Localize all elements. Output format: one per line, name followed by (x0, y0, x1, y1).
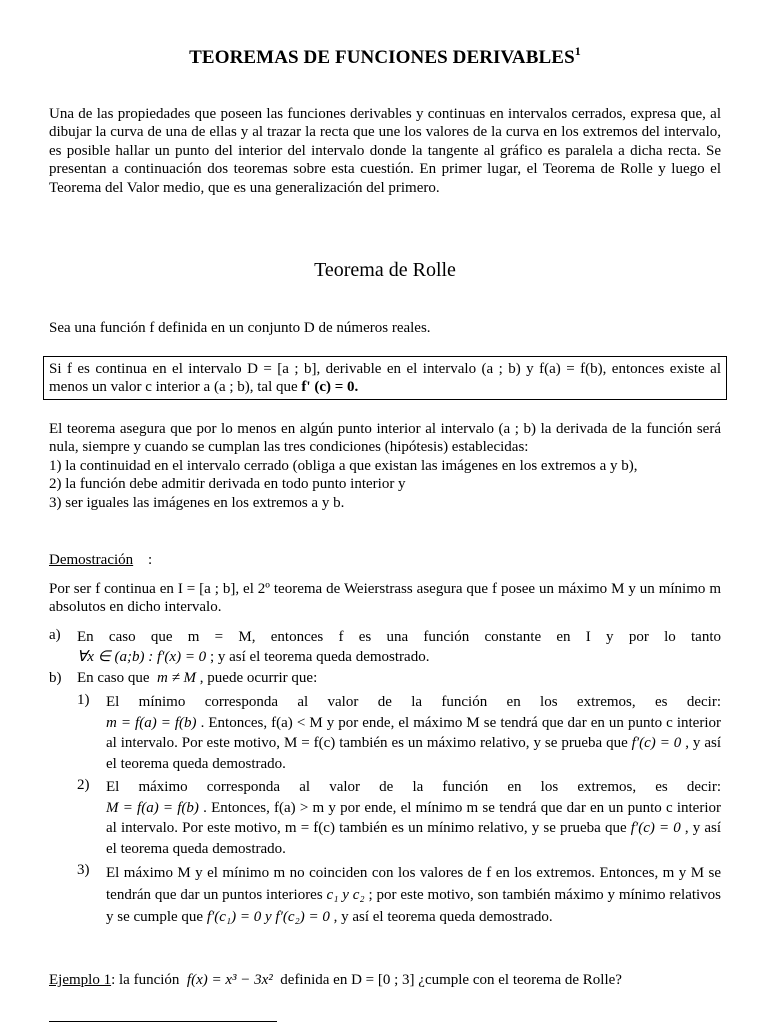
condition-1: 1) la continuidad en el intervalo cerrado (obliga a que existan las imágenes en los extremos a y b), (49, 457, 638, 474)
subcase-1-formula2: f′(c) = 0 (631, 735, 682, 751)
subcase-2-rest: . Entonces, f(a) > m y por ende, el mínimo m se tendrá que dar en un punto c interior al intervalo. Por este motivo, m = f(c) también es un mínimo relativo, y se prueba que (106, 799, 722, 836)
subcase-1-text (106, 692, 721, 774)
title-text: TEOREMAS DE FUNCIONES DERIVABLES (189, 47, 575, 68)
subcase-2-label: 2) (77, 777, 90, 793)
explanation-block (49, 420, 721, 512)
subcase-2-formula2: f′(c) = 0 (630, 820, 681, 836)
subcase-3-formula: c₁ y c₂ (326, 887, 365, 903)
document-title (49, 44, 721, 69)
subcase-3-end: , y así el teorema queda demostrado. (333, 909, 553, 925)
footnote-separator (49, 1021, 277, 1022)
example-formula: f(x) = x³ − 3x² (186, 972, 273, 988)
example-label: Ejemplo 1 (49, 972, 112, 988)
subcase-3-body (106, 862, 721, 928)
subcase-1-body (106, 713, 721, 775)
subcase-2-text (106, 777, 721, 859)
subcase-2-formula: M = f(a) = f(b) (106, 799, 199, 816)
subcase-1-formula: m = f(a) = f(b) (106, 714, 197, 731)
subcase-1-end: , y así el teorema queda demostrado. (106, 735, 721, 772)
case-a-label: a) (49, 627, 61, 643)
subcase-2-body (106, 798, 721, 860)
subcase-3-rest: ; por este motivo, son también máximo y mínimo relativos y se cumple que (106, 887, 722, 925)
subcase-1-line1: El mínimo corresponda al valor de la función en los extremos, es decir: (106, 694, 721, 710)
demo-colon: : (148, 552, 153, 568)
case-b-label: b) (49, 670, 62, 686)
subcase-3-text (106, 862, 721, 928)
case-a-text (77, 627, 721, 667)
example-1 (49, 972, 721, 989)
example-after: definida en D = [0 ; 3] ¿cumple con el teorema de Rolle? (280, 972, 622, 988)
subcase-2-line1: El máximo corresponda al valor de la función en los extremos, es decir: (106, 779, 721, 795)
case-b-text (77, 670, 721, 687)
explanation-paragraph: El teorema asegura que por lo menos en algún punto interior al intervalo (a ; b) la derivada de la función será nula, siempre y cuando se cumplan las tres condiciones (hipótesis) establecidas: (49, 421, 721, 456)
footnote-mark: 1 (574, 44, 581, 58)
case-b-before: En caso que (77, 670, 150, 686)
case-b-formula: m ≠ M (156, 670, 197, 686)
demo-heading: Demostración (49, 552, 134, 568)
subcase-3-formula2: f′(c₁) = 0 y f′(c₂) = 0 (206, 909, 330, 925)
subcase-1-label: 1) (77, 692, 90, 708)
subcase-3-line1: El máximo M y el mínimo m no coinciden con los valores de f en los extremos. Entonces, m y M se tendrán que dar un puntos interiores (106, 865, 721, 903)
case-a-formula: ∀x ∈ (a;b) : f′(x) = 0 (77, 649, 207, 665)
theorem-text: Si f es continua en el intervalo D = [a ; b], derivable en el intervalo (a ; b) y f(a) = f(b), entonces existe al menos un valor c interior a (a ; b), tal que (49, 361, 721, 396)
case-a-after: ; y así el teorema queda demostrado. (209, 649, 430, 665)
subcase-1-rest: . Entonces, f(a) < M y por ende, el máximo M se tendrá que dar en un punto c interior al intervalo. Por este motivo, M = f(c) también es un máximo relativo, y se prueba que (106, 714, 721, 751)
section-title: Teorema de Rolle (314, 259, 456, 281)
condition-3: 3) ser iguales las imágenes en los extremos a y b. (49, 494, 345, 511)
case-a-line2 (77, 647, 721, 667)
subcase-3-label: 3) (77, 862, 90, 878)
case-b-after: , puede ocurrir que: (199, 670, 318, 686)
example-before: : la función (111, 972, 180, 988)
case-a-line1: En caso que m = M, entonces f es una función constante en I y por lo tanto (77, 629, 721, 645)
theorem-box (43, 356, 727, 400)
subcase-2-end: , y así el teorema queda demostrado. (106, 820, 722, 857)
condition-2: 2) la función debe admitir derivada en todo punto interior y (49, 476, 406, 493)
theorem-conclusion: f' (c) = 0. (301, 379, 359, 396)
setup-sentence: Sea una función f definida en un conjunto D de números reales. (49, 320, 431, 336)
theorem-statement (49, 360, 721, 397)
demo-intro: Por ser f continua en I = [a ; b], el 2º teorema de Weierstrass asegura que f posee un máximo M y un mínimo m absolutos en dicho intervalo. (49, 581, 721, 616)
intro-paragraph: Una de las propiedades que poseen las funciones derivables y continuas en intervalos cerrados, expresa que, al dibujar la curva de una de ellas y al trazar la recta que une los valores de la curva en los extremos del intervalo, es posible hallar un punto del interior del intervalo donde la tangente al gráfico es paralela a dicha recta. Se presentan a continuación dos teoremas sobre esta cuestión. En primer lugar, el Teorema de Rolle y luego el Teorema del Valor medio, que es una generalización del primero. (49, 106, 721, 196)
